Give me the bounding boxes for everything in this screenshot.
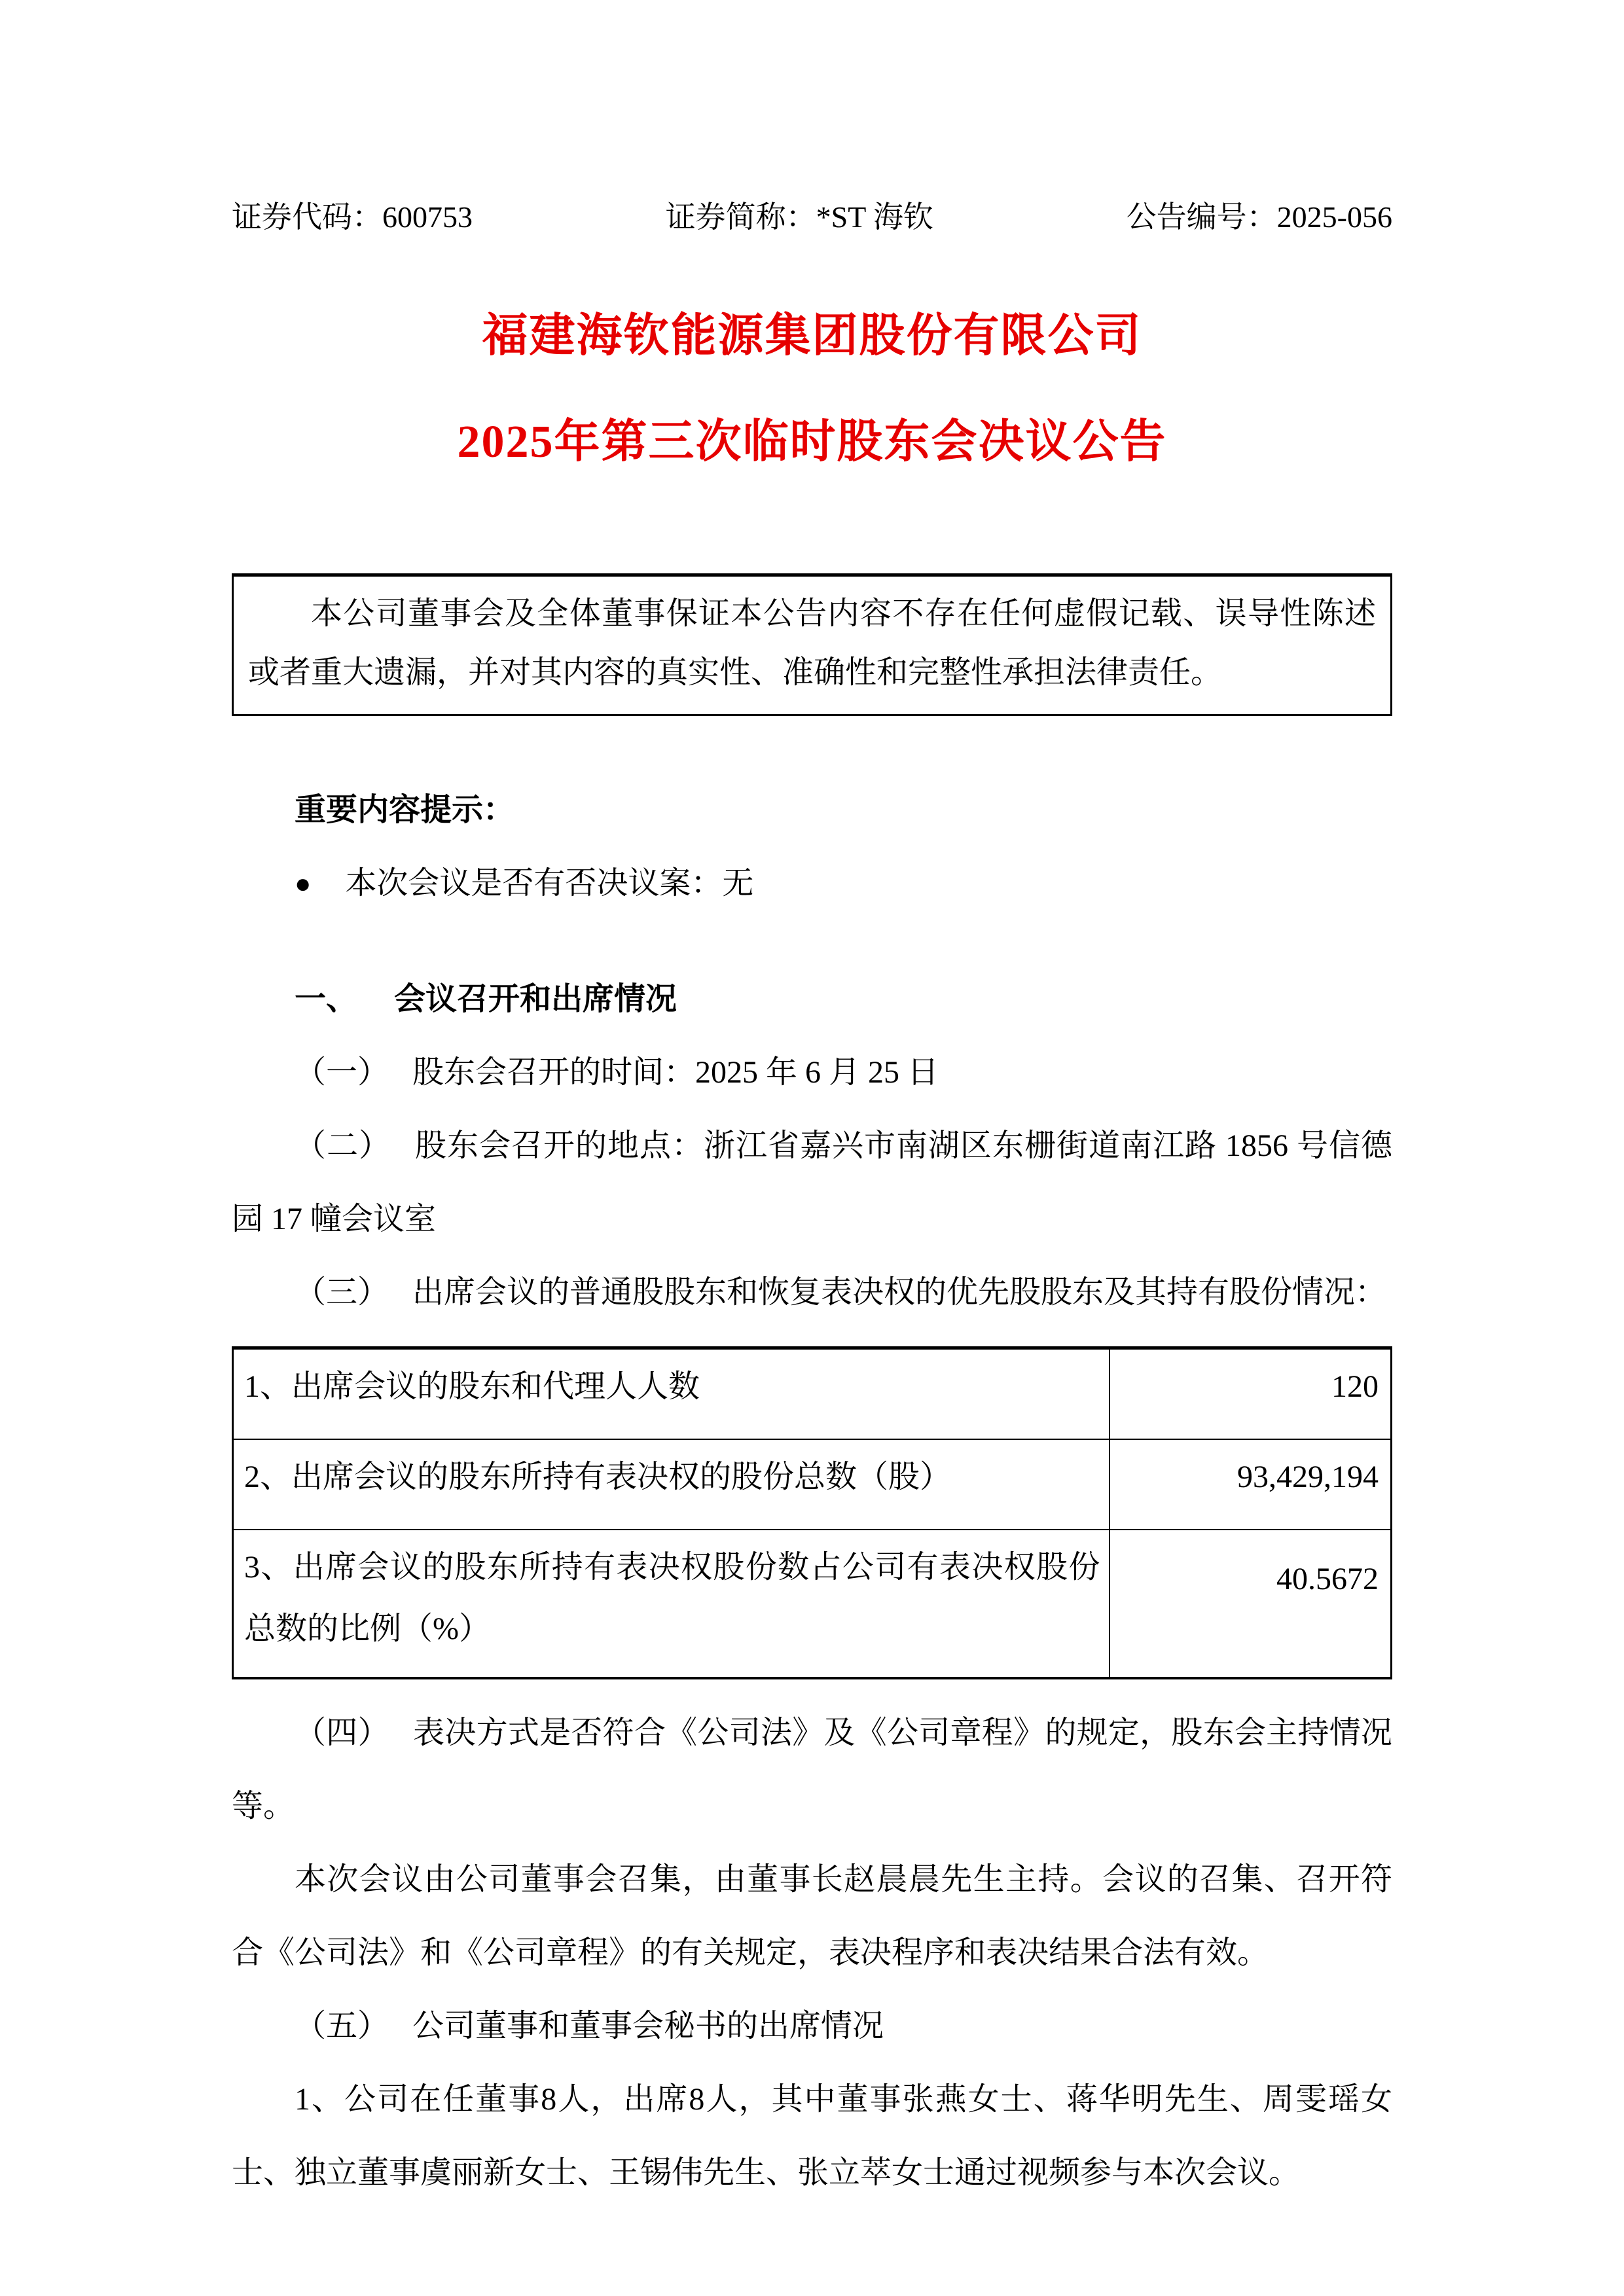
item-1-label: （一） <box>295 1055 389 1090</box>
attendance-table <box>232 1346 1392 1679</box>
document-header <box>232 196 1392 238</box>
document-body <box>232 774 1392 2210</box>
voting-ratio-value: 40.5672 <box>1110 1530 1391 1678</box>
company-name-title: 福建海钦能源集团股份有限公司 <box>482 311 1142 361</box>
table-row <box>233 1530 1392 1678</box>
announcement-number: 公告编号：2025-056 <box>1126 200 1392 234</box>
attendee-count-label: 1、出席会议的股东和代理人人数 <box>233 1348 1110 1440</box>
item-2-meeting-place <box>232 1109 1392 1256</box>
section-1-title: 会议召开和出席情况 <box>394 982 677 1016</box>
item-3-attendance-intro <box>232 1256 1392 1329</box>
voting-ratio-label: 3、出席会议的股东所持有表决权股份数占公司有表决权股份总数的比例（%） <box>233 1530 1110 1678</box>
item-2-label: （二） <box>295 1128 391 1163</box>
bullet-icon: ● <box>295 869 312 899</box>
item-3-label: （三） <box>295 1275 389 1310</box>
attendee-count-value: 120 <box>1110 1348 1391 1440</box>
bullet-text: 本次会议是否有否决议案：无 <box>345 866 754 901</box>
table-row <box>233 1348 1392 1440</box>
item-4-voting-method <box>232 1696 1392 1843</box>
item-2-text: 股东会召开的地点：浙江省嘉兴市南湖区东栅街道南江路 1856 号信德园 17 幢会议室 <box>232 1128 1392 1236</box>
voting-shares-label: 2、出席会议的股东所持有表决权的股份总数（股） <box>233 1439 1110 1530</box>
stock-code: 证券代码：600753 <box>232 200 473 234</box>
item-5-label: （五） <box>295 2009 389 2043</box>
paragraph-convene: 本次会议由公司董事会召集，由董事长赵晨晨先生主持。会议的召集、召开符合《公司法》和《公司章程》的有关规定，表决程序和表决结果合法有效。 <box>232 1862 1392 1970</box>
item-5-text: 公司董事和董事会秘书的出席情况 <box>412 2009 884 2043</box>
voting-shares-value: 93,429,194 <box>1110 1439 1391 1530</box>
item-4-label: （四） <box>295 1715 389 1750</box>
disclaimer-box <box>232 573 1392 716</box>
item-5-directors-attendance <box>232 1990 1392 2063</box>
announcement-title: 2025年第三次临时股东会决议公告 <box>457 417 1167 467</box>
table-row <box>233 1439 1392 1530</box>
paragraph-directors: 1、公司在任董事8人，出席8人，其中董事张燕女士、蒋华明先生、周雯瑶女士、独立董事虞丽新女士、王锡伟先生、张立萃女士通过视频参与本次会议。 <box>232 2082 1392 2190</box>
disclaimer-text: 本公司董事会及全体董事保证本公告内容不存在任何虚假记载、误导性陈述或者重大遗漏，并对其内容的真实性、准确性和完整性承担法律责任。 <box>248 596 1376 690</box>
stock-abbreviation: 证券简称：*ST 海钦 <box>665 200 934 234</box>
important-notice-heading: 重要内容提示： <box>295 793 515 827</box>
item-1-meeting-time <box>232 1036 1392 1109</box>
section-1-number: 一、 <box>295 982 358 1016</box>
item-1-text: 股东会召开的时间：2025 年 6 月 25 日 <box>412 1055 939 1090</box>
page-content <box>232 196 1392 2210</box>
item-4-text: 表决方式是否符合《公司法》及《公司章程》的规定，股东会主持情况等。 <box>232 1715 1392 1823</box>
item-3-text: 出席会议的普通股股东和恢复表决权的优先股股东及其持有股份情况： <box>412 1275 1387 1310</box>
section-1-heading <box>232 963 1392 1036</box>
bullet-item <box>232 847 1392 921</box>
